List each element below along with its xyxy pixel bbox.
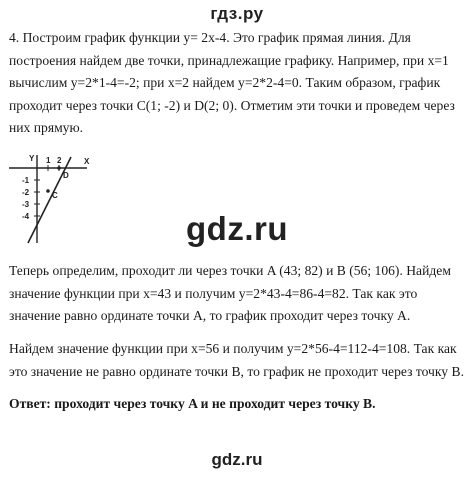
y-tick-label-4: -4 [22, 212, 30, 221]
answer-line: Ответ: проходит через точку A и не проходит через точку B. [9, 396, 376, 411]
point-c [46, 189, 50, 193]
solution-paragraph-3: Найдем значение функции при x=56 и получим y=2*56-4=112-4=108. Так как это значение не равно ординате точки B, то график не проходит через точку B. [9, 341, 464, 379]
x-axis-label: X [84, 157, 90, 166]
y-tick-label-1: -1 [22, 176, 30, 185]
y-tick-label-3: -3 [22, 200, 30, 209]
site-title: гдз.ру [210, 4, 264, 23]
point-d-label: D [63, 171, 69, 180]
solution-paragraph-2: Теперь определим, проходит ли через точки A (43; 82) и B (56; 106). Найдем значение функции при x=43 и получим y=2*43-4=86-4=82. Так как это значение равно ординате точки A, то график проходит через точку A. [9, 263, 451, 323]
y-axis-label: Y [29, 154, 35, 163]
x-tick-label-2: 2 [57, 156, 62, 165]
point-c-label: C [52, 191, 58, 200]
solution-paragraph-1: 4. Построим график функции y= 2x-4. Это график прямая линия. Для построения найдем две точки, принадлежащие графику. Например, при x=1 вычислим y=2*1-4=-2; при x=2 найдем y=2*2-4=0. Таким образом, график проходит через точки C(1; -2) и D(2; 0). Отметим эти точки и проведем через них прямую. [9, 30, 455, 135]
x-tick-label-1: 1 [46, 156, 51, 165]
y-tick-label-2: -2 [22, 188, 30, 197]
watermark-middle: gdz.ru [186, 210, 288, 247]
watermark-bottom: gdz.ru [211, 450, 263, 469]
point-d [57, 166, 61, 170]
